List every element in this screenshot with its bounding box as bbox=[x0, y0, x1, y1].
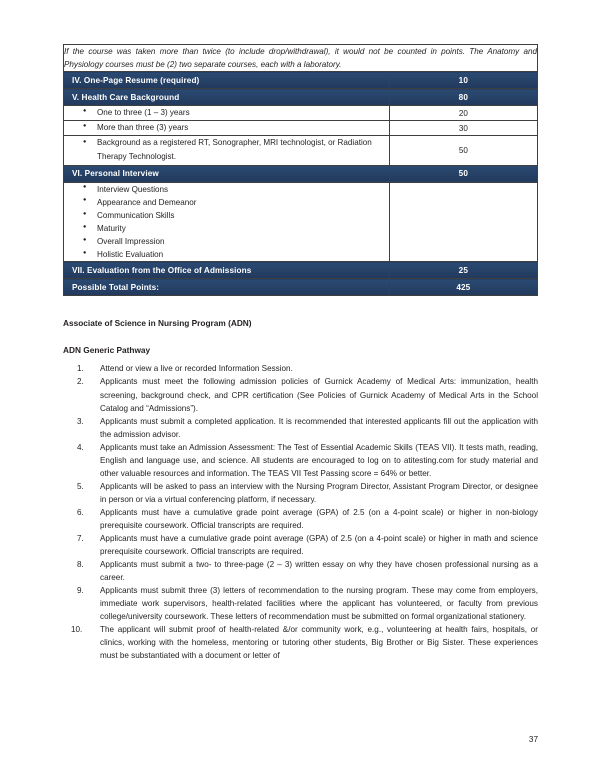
list-item: Applicants will be asked to pass an interview with the Nursing Program Director, Assistant Program Director, or designee in person or via a virtual conferencing platform, if necessary. bbox=[100, 481, 538, 504]
page-content bbox=[63, 44, 538, 663]
list-item: ● One to three (1 – 3) years bbox=[64, 106, 389, 120]
section-points-vi: 50 bbox=[389, 165, 537, 182]
bullet-list bbox=[64, 121, 389, 135]
table-row bbox=[64, 121, 538, 136]
criterion-cell bbox=[64, 121, 390, 136]
list-item: Applicants must submit a completed application. It is recommended that interested applicants fill out the application with the admission advisor. bbox=[100, 416, 538, 439]
spacer bbox=[63, 328, 538, 345]
list-item: Attend or view a live or recorded Information Session. bbox=[100, 364, 293, 374]
list-item: ● Holistic Evaluation bbox=[64, 248, 389, 261]
criterion-cell bbox=[64, 136, 390, 166]
course-retake-note: If the course was taken more than twice (to include drop/withdrawal), it would not be counted in points. The Anatomy and Physiology courses must be (2) two separate courses, each with a laboratory. bbox=[64, 45, 538, 72]
table-row bbox=[64, 106, 538, 121]
list-item: ● Overall Impression bbox=[64, 235, 389, 248]
list-item: Applicants must have a cumulative grade point average (GPA) of 2.5 (on a 4-point scale) or higher in non-biology prerequisite coursework. Official transcripts are required. bbox=[100, 507, 538, 530]
section-label-vi: VI. Personal Interview bbox=[64, 165, 390, 182]
criterion-points: 50 bbox=[389, 136, 537, 166]
criterion-points: 30 bbox=[389, 121, 537, 136]
list-item: ● More than three (3) years bbox=[64, 121, 389, 135]
list-item: The applicant will submit proof of health-related &/or community work, e.g., volunteering at health fairs, hospitals, or clinics, working with the homeless, mentoring or tutoring other students, Big Brother or Big Sister. These experiences must be substantiated with a document or letter of bbox=[100, 625, 538, 661]
table-row bbox=[64, 262, 538, 279]
criterion-cell bbox=[64, 182, 390, 262]
section-points-iv: 10 bbox=[389, 72, 537, 89]
list-item: Applicants must take an Admission Assessment: The Test of Essential Academic Skills (TEAS VII). It tests math, reading, English and language use, and science. All students are encouraged to log on to atitesting.com for study material and other valuable resources and information. The TEAS VII Test Passing score = 64% or better. bbox=[100, 442, 538, 478]
table-row-note bbox=[64, 45, 538, 72]
list-item: ● Communication Skills bbox=[64, 209, 389, 222]
total-points-label: Possible Total Points: bbox=[64, 279, 390, 296]
total-points-value: 425 bbox=[389, 279, 537, 296]
admission-points-table bbox=[63, 44, 538, 296]
table-row-total bbox=[64, 279, 538, 296]
criterion-cell bbox=[64, 106, 390, 121]
table-row bbox=[64, 72, 538, 89]
list-item: Applicants must have a cumulative grade point average (GPA) of 2.5 (on a 4-point scale) or higher in math and science prerequisite coursework. Official transcripts are required. bbox=[100, 534, 538, 557]
list-item: ● Interview Questions bbox=[64, 183, 389, 196]
criterion-points: 20 bbox=[389, 106, 537, 121]
list-item: Applicants must submit three (3) letters of recommendation to the nursing program. These may come from employers, immediate work supervisors, health-related facilities where the applicant has volunteered, or faculty from previous college/university coursework. These letters of recommendation must be submitted on formal organizational stationery. bbox=[100, 586, 538, 622]
table-row bbox=[64, 182, 538, 262]
section-label-vii: VII. Evaluation from the Office of Admissions bbox=[64, 262, 390, 279]
spacer bbox=[63, 296, 538, 318]
section-label-v: V. Health Care Background bbox=[64, 89, 390, 106]
list-item: ● Maturity bbox=[64, 222, 389, 235]
section-label-iv: IV. One-Page Resume (required) bbox=[64, 72, 390, 89]
criterion-points bbox=[389, 182, 537, 262]
list-item: ● Background as a registered RT, Sonographer, MRI technologist, or Radiation Therapy Technologist. bbox=[64, 136, 389, 165]
admission-requirements-list bbox=[63, 362, 538, 662]
section-points-vii: 25 bbox=[389, 262, 537, 279]
table-row bbox=[64, 136, 538, 166]
table-row bbox=[64, 165, 538, 182]
list-item: Applicants must meet the following admission policies of Gurnick Academy of Medical Arts: immunization, health screening, background check, and CPR certification (See Policies of Gurnick Academy of Medical Arts in the School Catalog and “Admissions”). bbox=[100, 377, 538, 413]
program-heading: Associate of Science in Nursing Program (ADN) bbox=[63, 318, 252, 329]
spacer bbox=[63, 355, 538, 362]
table-row bbox=[64, 89, 538, 106]
bullet-list bbox=[64, 106, 389, 120]
pathway-heading: ADN Generic Pathway bbox=[63, 345, 151, 356]
interview-criteria-list bbox=[64, 183, 389, 262]
page-number: 37 bbox=[528, 735, 538, 744]
list-item: ● Appearance and Demeanor bbox=[64, 196, 389, 209]
section-points-v: 80 bbox=[389, 89, 537, 106]
list-item: Applicants must submit a two- to three-page (2 – 3) written essay on why they have chosen professional nursing as a career. bbox=[100, 560, 538, 583]
